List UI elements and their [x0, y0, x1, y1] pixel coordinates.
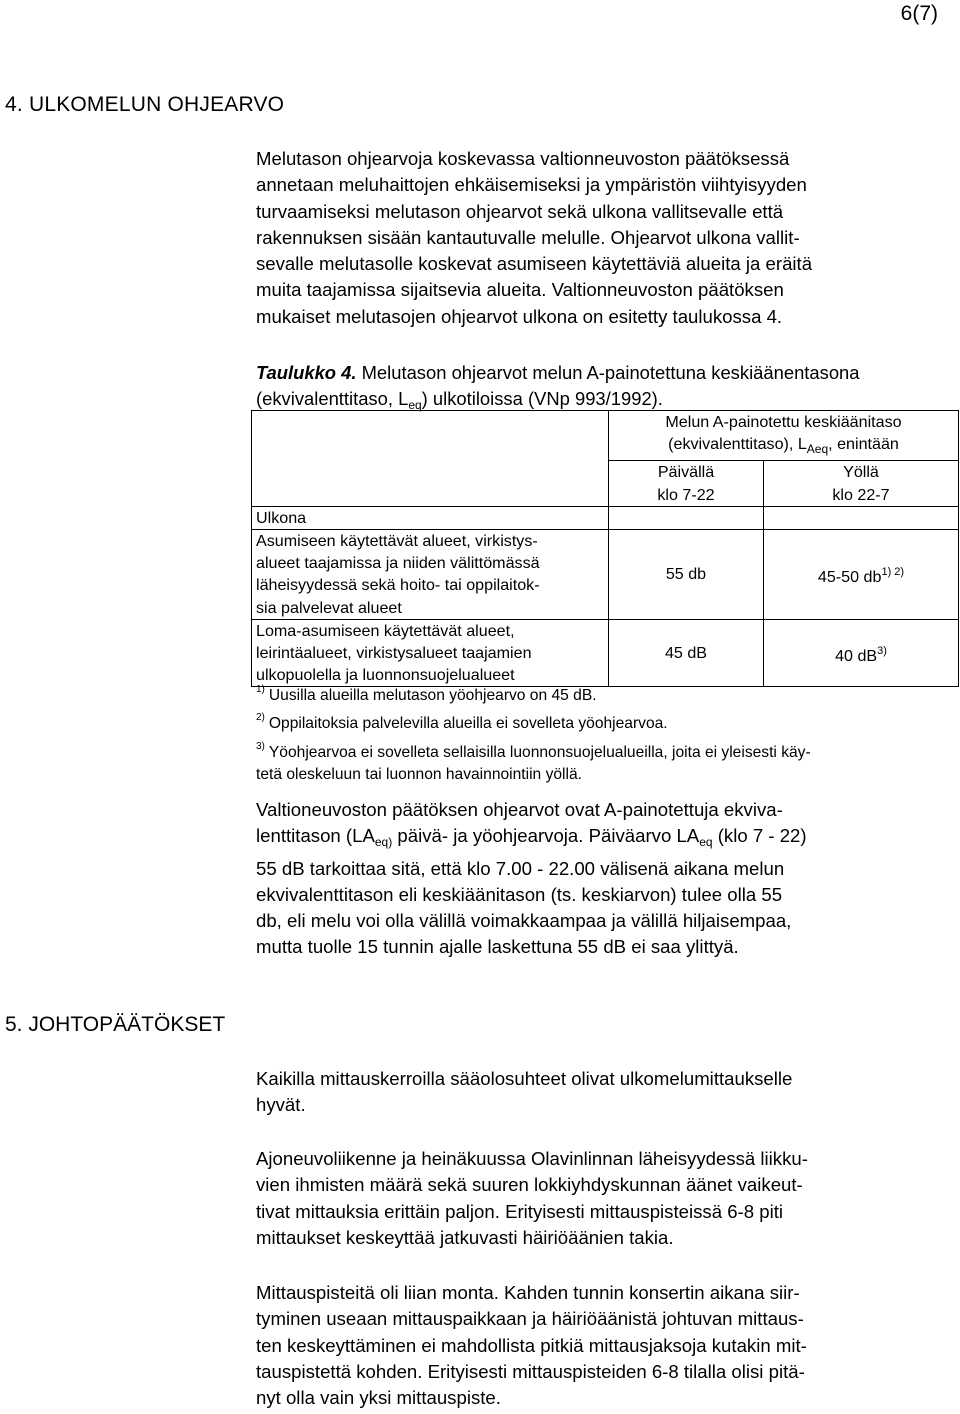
section-heading-5: 5. JOHTOPÄÄTÖKSET [5, 1013, 226, 1036]
area-line: alueet taajamissa ja niiden välittömässä [256, 554, 540, 573]
text-line: tivat mittauksia erittäin paljon. Erityisesti mittauspisteissä 6-8 piti [256, 1200, 784, 1222]
text-line: Mittauspisteitä oli liian monta. Kahden tunnin konsertin aikana siir- [256, 1282, 800, 1303]
header-text: Melun A-painotettu keskiäänitaso [665, 413, 902, 431]
day-value: 55 db [609, 530, 764, 620]
table-corner-cell [252, 411, 609, 507]
noise-guideline-table [251, 410, 959, 687]
area-line: sia palvelevat alueet [256, 598, 402, 617]
text-span: lenttitason (LA [256, 825, 375, 847]
night-value-cell [764, 619, 959, 687]
area-line: läheisyydessä sekä hoito- tai oppilaitok- [256, 576, 540, 595]
night-value: 45-50 db [817, 567, 882, 586]
text-line: Melutason ohjearvoja koskevassa valtionneuvoston päätöksessä [256, 148, 790, 169]
explanation-paragraph [256, 797, 946, 961]
night-time: klo 22-7 [832, 485, 890, 504]
caption-text: (ekvivalenttitaso, L [256, 387, 409, 409]
footnote-text: Uusilla alueilla melutason yöohjearvo on 45 dB. [268, 687, 597, 704]
page-number: 6(7) [900, 2, 938, 25]
area-cell [252, 530, 609, 620]
table-footnotes [256, 679, 956, 787]
empty-cell [609, 506, 764, 529]
header-subscript: Aeq [806, 442, 829, 457]
text-line: mukaiset melutasojen ohjearvot ulkona on esitetty taulukossa 4. [256, 305, 783, 327]
text-line: Kaikilla mittauskerroilla sääolosuhteet olivat ulkomelumittaukselle [256, 1068, 793, 1089]
text-line: vien ihmisten määrä sekä suuren lokkiyhdyskunnan äänet vaikeut- [256, 1174, 803, 1196]
conclusion-paragraph [256, 1146, 946, 1251]
text-subscript: eq) [374, 835, 393, 850]
text-line: turvaamiseksi melutason ohjearvot sekä ulkona vallitsevalle että [256, 200, 784, 222]
text-span: päivä- ja yöohjearvoja. Päiväarvo LA [392, 825, 700, 847]
text-line: hyvät. [256, 1094, 306, 1116]
night-label: Yöllä [843, 463, 879, 482]
caption-text: ) ulkotiloissa (VNp 993/1992). [421, 387, 663, 409]
footnote-mark: 2) [256, 712, 265, 724]
text-line: 55 dB tarkoittaa sitä, että klo 7.00 - 22.00 välisenä aikana melun [256, 857, 785, 879]
footnote-text: Yöohjearvoa ei sovelleta sellaisilla luonnonsuojelualueilla, joita ei yleisesti käy- [268, 743, 811, 761]
caption-label: Taulukko 4. [256, 362, 357, 383]
footnote-ref: 1) 2) [881, 565, 905, 578]
area-line: ulkopuolella ja luonnonsuojelualueet [256, 666, 515, 685]
text-line: db, eli melu voi olla välillä voimakkaampaa ja välillä hiljaisempaa, [256, 910, 792, 932]
text-subscript: eq [699, 835, 713, 850]
footnote-ref: 3) [877, 644, 887, 657]
text-line: Ajoneuvoliikenne ja heinäkuussa Olavinlinnan läheisyydessä liikku- [256, 1148, 808, 1169]
area-line: leirintäalueet, virkistysalueet taajamien [256, 644, 532, 663]
footnote [256, 707, 956, 735]
day-time: klo 7-22 [657, 485, 715, 504]
caption-text: Melutason ohjearvot melun A-painotettuna keskiäänentasona [356, 362, 860, 383]
header-text: (ekvivalenttitaso), L [668, 435, 807, 454]
text-line: ekvivalenttitason eli keskiäänitason (ts. keskiarvon) tulee olla 55 [256, 883, 783, 905]
caption-subscript: eq [408, 397, 422, 412]
section-heading-4: 4. ULKOMELUN OHJEARVO [5, 93, 285, 116]
night-value: 40 dB [835, 646, 878, 665]
table-group-row [252, 506, 959, 529]
text-span: (klo 7 - 22) [712, 825, 807, 847]
day-header [609, 461, 764, 506]
text-line: muita taajamissa sijaitsevia alueita. Valtionneuvoston päätöksen [256, 279, 784, 301]
text-line: sevalle melutasolle koskevat asumiseen käytettäviä alueita ja eräitä [256, 253, 813, 275]
footnote-continuation: tetä oleskeluun tai luonnon havainnointiin yöllä. [256, 766, 582, 784]
text-line: Valtioneuvoston päätöksen ohjearvot ovat A-painotettuja ekviva- [256, 799, 783, 820]
text-line: ten keskeyttäminen ei mahdollista pitkiä mittausjaksoja kutakin mit- [256, 1334, 807, 1356]
text-line: tyminen useaan mittauspaikkaan ja häiriöäänistä johtuvan mittaus- [256, 1308, 804, 1330]
area-cell [252, 619, 609, 687]
footnote-text: Oppilaitoksia palvelevilla alueilla ei sovelleta yöohjearvoa. [268, 715, 668, 733]
table-main-header [609, 411, 959, 461]
conclusion-paragraph [256, 1066, 946, 1119]
night-header [764, 461, 959, 506]
text-line: mutta tuolle 15 tunnin ajalle laskettuna 55 dB ei saa ylittyä. [256, 936, 739, 958]
empty-cell [764, 506, 959, 529]
footnote [256, 679, 956, 707]
text-line: tauspistettä kohden. Erityisesti mittauspisteiden 6-8 tilalla olisi pitä- [256, 1360, 805, 1382]
text-line: annetaan meluhaittojen ehkäisemiseksi ja ympäristön viihtyisyyden [256, 174, 807, 196]
day-label: Päivällä [657, 463, 715, 482]
text-line [256, 823, 946, 855]
footnote-mark: 1) [256, 684, 265, 695]
table-header-row [252, 411, 959, 461]
footnote [256, 736, 956, 764]
intro-paragraph [256, 146, 946, 330]
area-line: Asumiseen käytettävät alueet, virkistys- [256, 532, 538, 551]
area-line: Loma-asumiseen käytettävät alueet, [256, 621, 515, 640]
group-label: Ulkona [252, 506, 609, 529]
conclusion-paragraph [256, 1280, 946, 1411]
table-row [252, 530, 959, 620]
text-line: rakennuksen sisään kantautuvalle melulle. Ohjearvot ulkona vallit- [256, 226, 800, 248]
day-value: 45 dB [609, 619, 764, 687]
table-row [252, 619, 959, 687]
text-line: mittaukset keskeyttää jatkuvasti häiriöäänien takia. [256, 1226, 674, 1248]
night-value-cell [764, 530, 959, 620]
header-text: , enintään [828, 435, 899, 454]
footnote-mark: 3) [256, 740, 265, 752]
text-line: nyt olla vain yksi mittauspiste. [256, 1387, 501, 1409]
